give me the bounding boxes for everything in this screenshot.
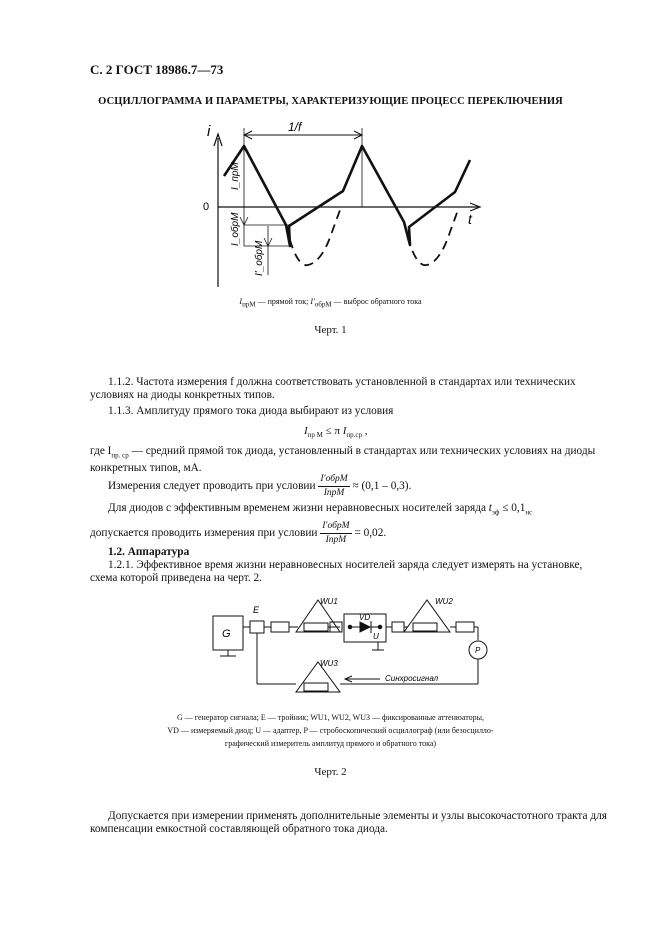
tee-label: E	[253, 605, 260, 615]
page-header: С. 2 ГОСТ 18986.7—73	[90, 62, 224, 77]
subsection-12: 1.2. Аппаратура	[108, 546, 190, 558]
forward-current-label: I_прM	[230, 162, 241, 190]
wu3-label: WU3	[320, 659, 338, 668]
attenuator-wu1	[296, 600, 340, 632]
u-label: U	[373, 632, 379, 641]
attenuator-wu3	[296, 662, 340, 692]
paragraph-121: 1.2.1. Эффективное время жизни неравновесных носителей заряда следует измерять на установке, схема которой приведена на черт. 2.	[90, 559, 583, 584]
axis-i-label: i	[207, 123, 211, 140]
axis-t-label: t	[468, 211, 472, 227]
overshoot-label: I'_обрM	[254, 240, 265, 276]
period-label: 1/f	[288, 120, 302, 134]
generator-label: G	[222, 628, 231, 640]
paragraph-113: 1.1.3. Амплитуду прямого тока диода выбирают из условия	[108, 405, 394, 417]
figure2-caption: G — генератор сигнала; E — тройник; WU1, WU2, WU3 — фиксированные аттенюаторы, VD — измеряемый диод; U — адаптер, P — стробоскопический осциллограф (или безосцилло- графический измеритель амплитуд прямого и обратного тока)	[167, 713, 494, 748]
y-axis-arrow	[214, 134, 222, 146]
waveform-dashed-2	[404, 210, 458, 265]
diode-block	[344, 614, 386, 642]
wu2-label: WU2	[435, 597, 453, 606]
vd-label: VD	[359, 613, 371, 622]
measurement-condition: Измерения следует проводить при условии $\frac{\text{I′обрM}}{\text{IпрM}}$ ≈ (0,1 – 0,3).	[108, 474, 412, 498]
reverse-current-label: I_обрM	[230, 212, 241, 246]
sync-label: Синхросигнал	[385, 674, 439, 683]
diodes-paragraph: Для диодов с эффективным временем жизни неравновесных носителей заряда $t_{эф} \le 0,1_{нс}$	[108, 502, 533, 517]
wu1-label: WU1	[320, 597, 338, 606]
tee-block	[250, 621, 264, 633]
oscilloscope-p	[469, 641, 487, 659]
waveform-dashed-1	[286, 210, 340, 265]
where-paragraph: где $I_{пр. ср}$ — средний прямой ток диода, установленный в стандартах или технических условиях на диоды конкретных типов, мА.	[90, 445, 596, 475]
waveform-solid-1	[224, 146, 470, 246]
figure2-label: Черт. 2	[314, 766, 347, 778]
formula-1: $I_{пр M} \le \pi$ $I_{пр.ср}$ ,	[304, 425, 368, 440]
figure1-caption: $I_{прM}$ — прямой ток; $I'_{обрM}$ — выброс обратного тока	[239, 297, 422, 309]
section-title: ОСЦИЛЛОГРАММА И ПАРАМЕТРЫ, ХАРАКТЕРИЗУЮЩИЕ ПРОЦЕСС ПЕРЕКЛЮЧЕНИЯ	[98, 96, 563, 107]
figure1-label: Черт. 1	[314, 324, 347, 336]
generator-block	[213, 616, 243, 650]
allowed-condition: допускается проводить измерения при условии $\frac{\text{I′обрM}}{\text{IпрM}}$ = 0,02.	[90, 521, 387, 545]
paragraph-112: 1.1.2. Частота измерения f должна соответствовать установленной в стандартах или технических условиях на диоды конкретных типов.	[90, 376, 576, 401]
final-paragraph: Допускается при измерении применять дополнительные элементы и узлы высокочастотного тракта для компенсации емкостной составляющей обратного тока диода.	[90, 810, 607, 835]
zero-label: 0	[203, 201, 210, 213]
x-axis-arrow	[470, 203, 480, 211]
attenuator-wu2	[404, 600, 450, 632]
p-label: P	[475, 646, 481, 655]
